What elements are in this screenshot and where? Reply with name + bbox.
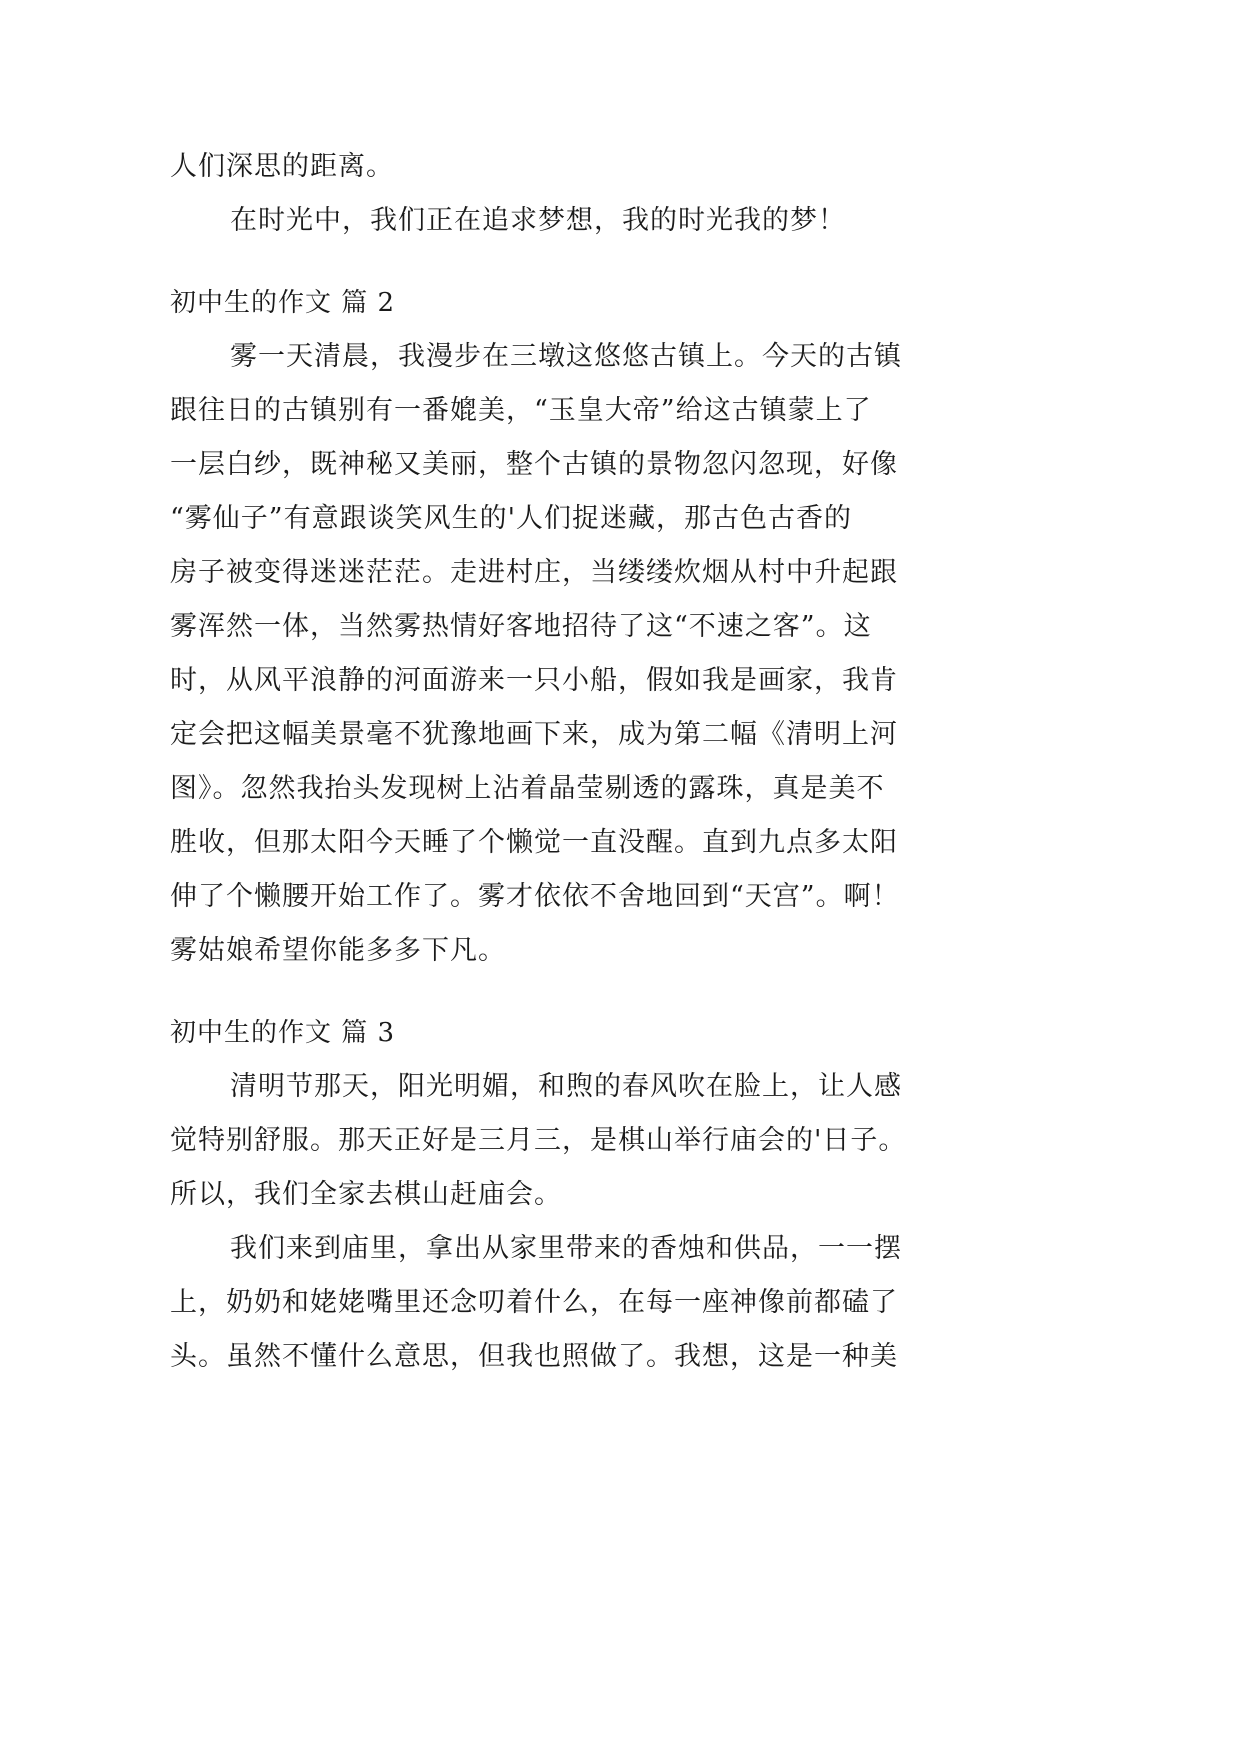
section-gap	[170, 248, 940, 276]
paragraph-line: 清明节那天，阳光明媚，和煦的春风吹在脸上，让人感	[230, 1071, 902, 1102]
paragraph-line: 雾一天清晨，我漫步在三墩这悠悠古镇上。今天的古镇	[230, 341, 902, 372]
essay-heading: 初中生的作文 篇 3	[170, 1018, 396, 1048]
paragraph-line: 胜收，但那太阳今天睡了个懒觉一直没醒。直到九点多太阳	[170, 827, 898, 858]
section-gap	[170, 978, 940, 1006]
document-page	[170, 140, 940, 1384]
paragraph-line: 人们深思的距离。	[170, 151, 394, 182]
paragraph-line: 在时光中，我们正在追求梦想，我的时光我的梦！	[230, 205, 846, 236]
section-2	[170, 276, 940, 978]
paragraph-line: 雾浑然一体，当然雾热情好客地招待了这“不速之客”。这	[170, 611, 872, 642]
paragraph-line: 一层白纱，既神秘又美丽，整个古镇的景物忽闪忽现，好像	[170, 449, 898, 480]
essay-heading: 初中生的作文 篇 2	[170, 288, 396, 318]
paragraph-line: 觉特别舒服。那天正好是三月三，是棋山举行庙会的'日子。	[170, 1125, 907, 1156]
paragraph-line: 我们来到庙里，拿出从家里带来的香烛和供品，一一摆	[230, 1233, 902, 1264]
paragraph-line: 跟往日的古镇别有一番媲美，“玉皇大帝”给这古镇蒙上了	[170, 395, 872, 426]
paragraph-line: 房子被变得迷迷茫茫。走进村庄，当缕缕炊烟从村中升起跟	[170, 557, 898, 588]
paragraph-line: 上，奶奶和姥姥嘴里还念叨着什么，在每一座神像前都磕了	[170, 1287, 898, 1318]
section-1	[170, 140, 940, 248]
section-3	[170, 1006, 940, 1384]
paragraph-line: 头。虽然不懂什么意思，但我也照做了。我想，这是一种美	[170, 1341, 898, 1372]
paragraph-line: 图》。忽然我抬头发现树上沾着晶莹剔透的露珠，真是美不	[170, 773, 885, 804]
paragraph-line: 雾姑娘希望你能多多下凡。	[170, 935, 506, 966]
paragraph-line: “雾仙子”有意跟谈笑风生的'人们捉迷藏，那古色古香的	[170, 503, 853, 534]
paragraph-line: 时，从风平浪静的河面游来一只小船，假如我是画家，我肯	[170, 665, 898, 696]
paragraph-line: 所以，我们全家去棋山赶庙会。	[170, 1179, 562, 1210]
paragraph-line: 伸了个懒腰开始工作了。雾才依依不舍地回到“天宫”。啊！	[170, 881, 900, 912]
paragraph-line: 定会把这幅美景毫不犹豫地画下来，成为第二幅《清明上河	[170, 719, 898, 750]
